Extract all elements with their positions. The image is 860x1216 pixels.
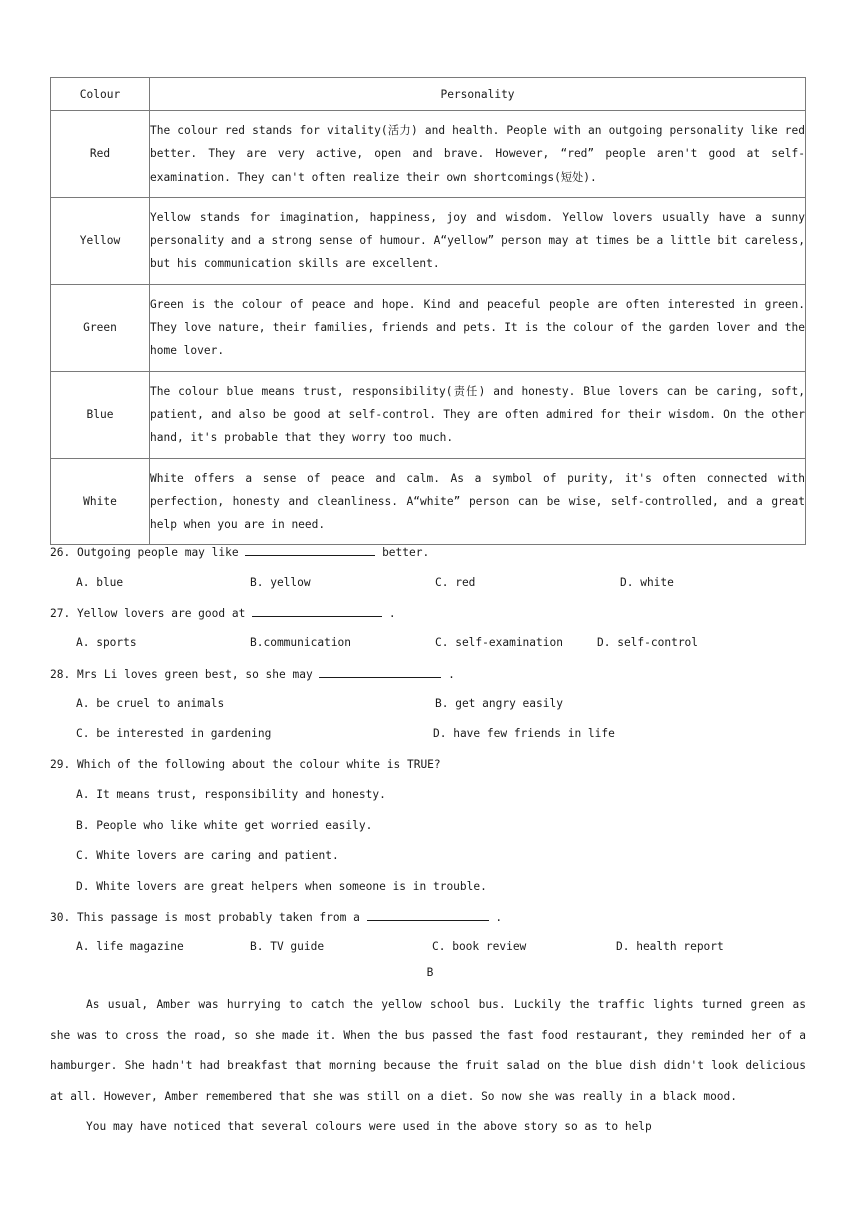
option-d[interactable]: D. have few friends in life — [433, 727, 615, 740]
option-d[interactable]: D. White lovers are great helpers when someone is in trouble. — [76, 880, 487, 893]
colour-name: Yellow — [51, 197, 150, 284]
passage-paragraph: As usual, Amber was hurrying to catch the yellow school bus. Luckily the traffic lights turned green as she was to cross the road, so she made it. When the bus passed the fast food restaurant, they reminded her of a hamburger. She hadn't had breakfast that morning because the fruit salad on the blue dish didn't look delicious at all. However, Amber remembered that she was still on a diet. So now she was really in a black mood. — [50, 998, 806, 1103]
personality-text: Green is the colour of peace and hope. Kind and peaceful people are often interested in green. They love nature, their families, friends and pets. It is the colour of the garden lover and the home lover. — [150, 284, 806, 371]
option-a[interactable]: A. It means trust, responsibility and honesty. — [76, 788, 386, 801]
personality-text: Yellow stands for imagination, happiness, joy and wisdom. Yellow lovers usually have a sunny personality and a strong sense of humour. A“yellow” person may at times be a little bit careless, but his communication skills are excellent. — [150, 197, 806, 284]
option-d[interactable]: D. health report — [616, 940, 724, 953]
answer-blank[interactable] — [245, 544, 375, 556]
table-row — [51, 111, 806, 198]
personality-text: The colour blue means trust, responsibility(责任) and honesty. Blue lovers can be caring, soft, patient, and also be good at self-control. They are often admired for their wisdom. On the other hand, it's probable that they worry too much. — [150, 371, 806, 458]
option-c[interactable]: C. self-examination — [435, 636, 563, 649]
option-c[interactable]: C. red — [435, 576, 476, 589]
option-b[interactable]: B.communication — [250, 636, 352, 649]
answer-blank[interactable] — [252, 605, 382, 617]
colour-name: Blue — [51, 371, 150, 458]
option-b[interactable]: B. TV guide — [250, 940, 325, 953]
personality-text: The colour red stands for vitality(活力) and health. People with an outgoing personality like red better. They are very active, open and brave. However, “red” people aren't good at self-examination. They can't often realize their own shortcomings(短处). — [150, 111, 806, 198]
header-personality: Personality — [150, 78, 806, 111]
answer-blank[interactable] — [319, 666, 441, 678]
passage-paragraph: You may have noticed that several colours were used in the above story so as to help — [86, 1120, 652, 1133]
option-d[interactable]: D. self-control — [597, 636, 699, 649]
option-d[interactable]: D. white — [620, 576, 674, 589]
option-a[interactable]: A. life magazine — [76, 940, 184, 953]
option-b[interactable]: B. yellow — [250, 576, 311, 589]
table-row — [51, 371, 806, 458]
option-a[interactable]: A. blue — [76, 576, 124, 589]
question-29: 29. Which of the following about the colour white is TRUE? — [50, 758, 441, 771]
option-a[interactable]: A. be cruel to animals — [76, 697, 225, 710]
option-b[interactable]: B. People who like white get worried easily. — [76, 819, 373, 832]
colour-name: Red — [51, 111, 150, 198]
question-26: 26. Outgoing people may like better. — [50, 546, 430, 559]
option-c[interactable]: C. White lovers are caring and patient. — [76, 849, 339, 862]
colour-name: White — [51, 458, 150, 545]
option-a[interactable]: A. sports — [76, 636, 137, 649]
colour-name: Green — [51, 284, 150, 371]
personality-text: White offers a sense of peace and calm. As a symbol of purity, it's often connected with perfection, honesty and cleanliness. A“white” person can be wise, self-controlled, and a great help when you are in need. — [150, 458, 806, 545]
question-30: 30. This passage is most probably taken from a . — [50, 911, 503, 924]
option-b[interactable]: B. get angry easily — [435, 697, 563, 710]
question-28: 28. Mrs Li loves green best, so she may . — [50, 668, 455, 681]
option-c[interactable]: C. be interested in gardening — [76, 727, 272, 740]
question-27: 27. Yellow lovers are good at . — [50, 607, 396, 620]
answer-blank[interactable] — [367, 909, 489, 921]
section-heading: B — [426, 966, 434, 979]
option-c[interactable]: C. book review — [432, 940, 527, 953]
colour-personality-table — [50, 77, 806, 545]
table-row — [51, 284, 806, 371]
header-colour: Colour — [51, 78, 150, 111]
table-row — [51, 197, 806, 284]
table-row — [51, 458, 806, 545]
table-header-row — [51, 78, 806, 111]
